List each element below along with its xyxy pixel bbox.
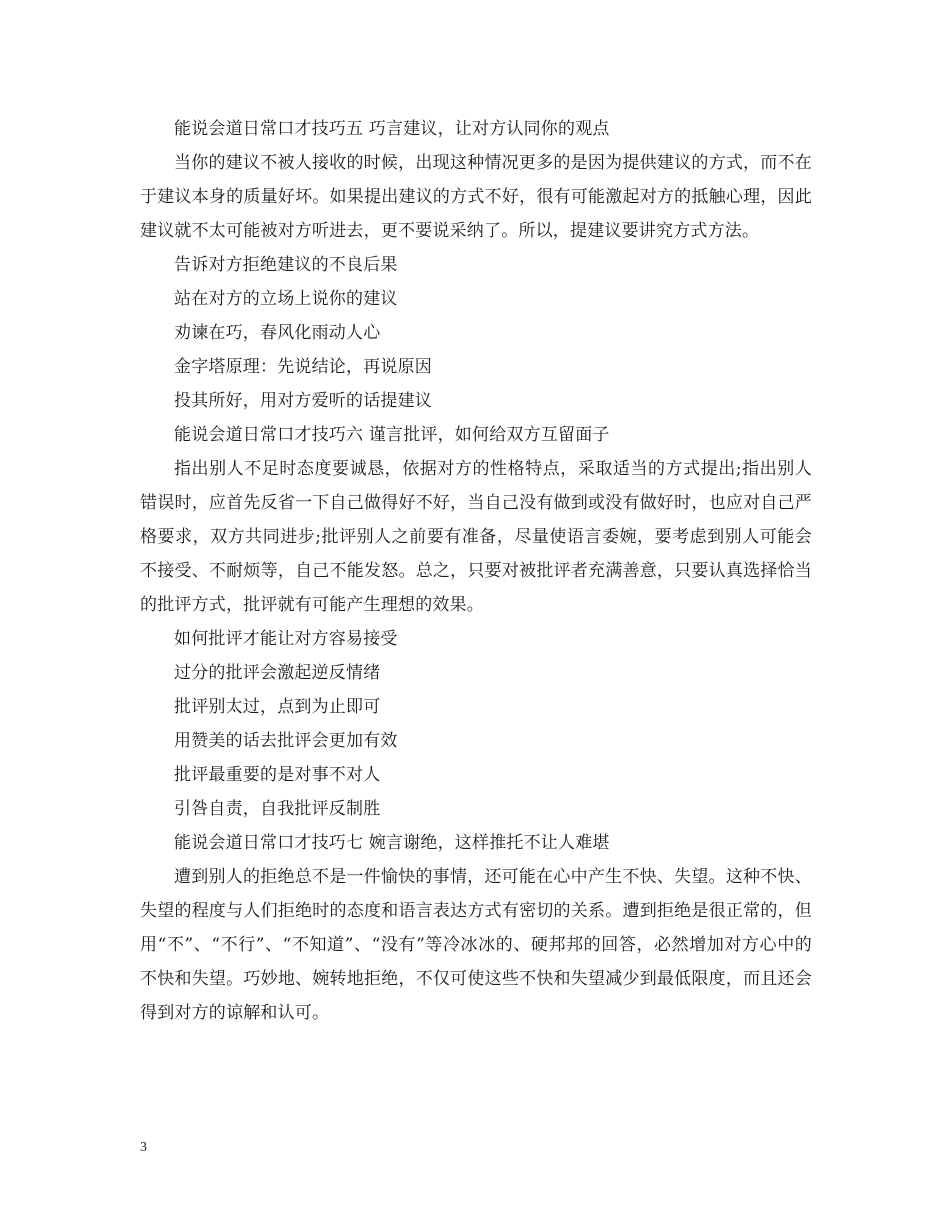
section-heading-tip-seven: 能说会道日常口才技巧七 婉言谢绝，这样推托不让人难堪 — [174, 833, 610, 853]
list-item: 劝谏在巧，春风化雨动人心 — [174, 323, 381, 343]
list-item: 告诉对方拒绝建议的不良后果 — [174, 255, 398, 275]
page-number: 3 — [140, 1140, 147, 1155]
list-item: 站在对方的立场上说你的建议 — [174, 289, 398, 309]
list-item: 批评别太过，点到为止即可 — [174, 697, 381, 717]
list-item: 金字塔原理：先说结论，再说原因 — [174, 357, 432, 377]
body-paragraph: 指出别人不足时态度要诚恳，依据对方的性格特点，采取适当的方式提出;指出别人错误时，应首先反省一下自己做得好不好，当自己没有做到或没有做好时，也应对自己严格要求，双方共同进步;批评别人之前要有准备，尽量使语言委婉，要考虑到别人可能会不接受、不耐烦等，自己不能发怒。总之，只要对被批评者充满善意，只要认真选择恰当的批评方式，批评就有可能产生理想的效果。 — [140, 459, 812, 615]
body-paragraph: 遭到别人的拒绝总不是一件愉快的事情，还可能在心中产生不快、失望。这种不快、失望的程度与人们拒绝时的态度和语言表达方式有密切的关系。遭到拒绝是很正常的，但用“不”、“不行”、“不知道”、“没有”等冷冰冰的、硬邦邦的回答，必然增加对方心中的不快和失望。巧妙地、婉转地拒绝，不仅可使这些不快和失望减少到最低限度，而且还会得到对方的谅解和认可。 — [140, 867, 812, 1023]
list-item: 如何批评才能让对方容易接受 — [174, 629, 398, 649]
document-body — [140, 112, 812, 1030]
list-item: 过分的批评会激起逆反情绪 — [174, 663, 381, 683]
section-heading-tip-five: 能说会道日常口才技巧五 巧言建议，让对方认同你的观点 — [174, 119, 610, 139]
body-paragraph: 当你的建议不被人接收的时候，出现这种情况更多的是因为提供建议的方式，而不在于建议本身的质量好坏。如果提出建议的方式不好，很有可能激起对方的抵触心理，因此建议就不太可能被对方听进去，更不要说采纳了。所以，提建议要讲究方式方法。 — [140, 153, 812, 241]
list-item: 用赞美的话去批评会更加有效 — [174, 731, 398, 751]
list-item: 批评最重要的是对事不对人 — [174, 765, 381, 785]
list-item: 投其所好，用对方爱听的话提建议 — [174, 391, 432, 411]
list-item: 引咎自责，自我批评反制胜 — [174, 799, 381, 819]
section-heading-tip-six: 能说会道日常口才技巧六 谨言批评，如何给双方互留面子 — [174, 425, 610, 445]
